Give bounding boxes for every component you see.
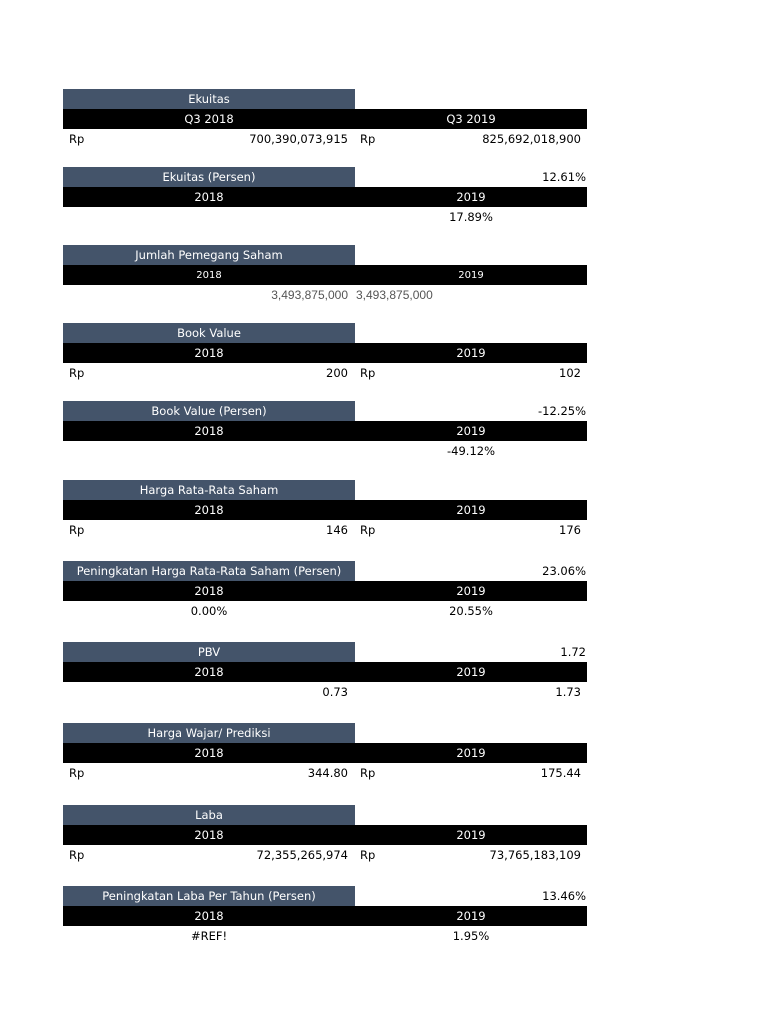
value-2: 73,765,183,109 (489, 848, 581, 862)
value-1: 344.80 (307, 766, 348, 780)
change-percent: -12.25% (538, 404, 586, 418)
year-header-row (63, 662, 587, 682)
value-row (63, 441, 587, 461)
section-title: Harga Wajar/ Prediksi (63, 723, 355, 743)
section-laba (63, 805, 587, 865)
year-label-2: 2019 (458, 269, 484, 281)
year-header-row (63, 581, 587, 601)
section-title: Laba (63, 805, 355, 825)
section-title: Ekuitas (Persen) (63, 167, 355, 187)
year-label-1: 2018 (194, 346, 224, 360)
year-header-row (63, 109, 587, 129)
year-header-row (63, 187, 587, 207)
section-pbv (63, 642, 587, 702)
value-1: 0.73 (322, 685, 348, 699)
value-row (63, 520, 587, 540)
year-label-1: 2018 (194, 665, 224, 679)
section-jumlah-pemegang-saham (63, 245, 587, 305)
section-title: Jumlah Pemegang Saham (63, 245, 355, 265)
value-row (63, 129, 587, 149)
value-1: 146 (326, 523, 348, 537)
year-label-1: 2018 (194, 909, 224, 923)
year-label-1: 2018 (194, 424, 224, 438)
section-title: Book Value (63, 323, 355, 343)
currency-label: Rp (360, 366, 376, 380)
section-peningkatan-harga-saham (63, 561, 587, 621)
year-header-row (63, 265, 587, 285)
year-label-1: 2018 (194, 828, 224, 842)
value-row (63, 763, 587, 783)
year-header-row (63, 421, 587, 441)
currency-label: Rp (360, 766, 376, 780)
change-percent: 12.61% (542, 170, 586, 184)
year-label-2: 2019 (456, 503, 486, 517)
section-peningkatan-laba (63, 886, 587, 946)
value-row (63, 601, 587, 621)
change-percent: 13.46% (542, 889, 586, 903)
year-label-1: 2018 (194, 746, 224, 760)
year-label-2: 2019 (456, 665, 486, 679)
year-label-1: Q3 2018 (184, 112, 234, 126)
currency-label: Rp (69, 366, 85, 380)
value-2: 176 (559, 523, 581, 537)
change-value: 1.72 (560, 645, 586, 659)
currency-label: Rp (360, 132, 376, 146)
value-2: 17.89% (449, 210, 493, 224)
section-title: Harga Rata-Rata Saham (63, 480, 355, 500)
value-1: #REF! (190, 929, 228, 943)
currency-label: Rp (360, 523, 376, 537)
value-row (63, 845, 587, 865)
currency-label: Rp (69, 523, 85, 537)
value-2: 20.55% (449, 604, 493, 618)
section-title: PBV (63, 642, 355, 662)
value-2: 825,692,018,900 (482, 132, 581, 146)
year-label-2: 2019 (456, 584, 486, 598)
year-header-row (63, 906, 587, 926)
value-row (63, 682, 587, 702)
currency-label: Rp (360, 848, 376, 862)
section-book-value-persen (63, 401, 587, 461)
currency-label: Rp (69, 848, 85, 862)
section-harga-wajar (63, 723, 587, 783)
value-2: 102 (559, 366, 581, 380)
year-label-2: 2019 (456, 746, 486, 760)
value-2: 3,493,875,000 (356, 288, 433, 302)
year-label-1: 2018 (194, 503, 224, 517)
value-2: 1.73 (555, 685, 581, 699)
value-1: 200 (326, 366, 348, 380)
year-label-2: 2019 (456, 828, 486, 842)
section-title: Peningkatan Harga Rata-Rata Saham (Persen) (63, 561, 355, 581)
section-harga-rata-rata-saham (63, 480, 587, 540)
value-row (63, 285, 587, 305)
section-title: Peningkatan Laba Per Tahun (Persen) (63, 886, 355, 906)
change-percent: 23.06% (542, 564, 586, 578)
section-ekuitas (63, 89, 587, 149)
section-title: Book Value (Persen) (63, 401, 355, 421)
year-header-row (63, 343, 587, 363)
year-label-1: 2018 (194, 190, 224, 204)
section-book-value (63, 323, 587, 383)
year-label-1: 2018 (194, 584, 224, 598)
year-header-row (63, 743, 587, 763)
year-label-2: 2019 (456, 346, 486, 360)
year-label-2: 2019 (456, 424, 486, 438)
year-header-row (63, 500, 587, 520)
value-2: 175.44 (540, 766, 581, 780)
section-title: Ekuitas (63, 89, 355, 109)
year-label-2: 2019 (456, 190, 486, 204)
value-2: 1.95% (452, 929, 490, 943)
value-1: 0.00% (190, 604, 228, 618)
year-label-2: Q3 2019 (446, 112, 496, 126)
year-label-2: 2019 (456, 909, 486, 923)
value-1: 3,493,875,000 (271, 288, 348, 302)
value-2: -49.12% (447, 444, 495, 458)
currency-label: Rp (69, 132, 85, 146)
value-1: 700,390,073,915 (249, 132, 348, 146)
currency-label: Rp (69, 766, 85, 780)
year-label-1: 2018 (196, 269, 222, 281)
section-ekuitas-persen (63, 167, 587, 227)
value-row (63, 926, 587, 946)
year-header-row (63, 825, 587, 845)
value-row (63, 363, 587, 383)
value-1: 72,355,265,974 (256, 848, 348, 862)
value-row (63, 207, 587, 227)
